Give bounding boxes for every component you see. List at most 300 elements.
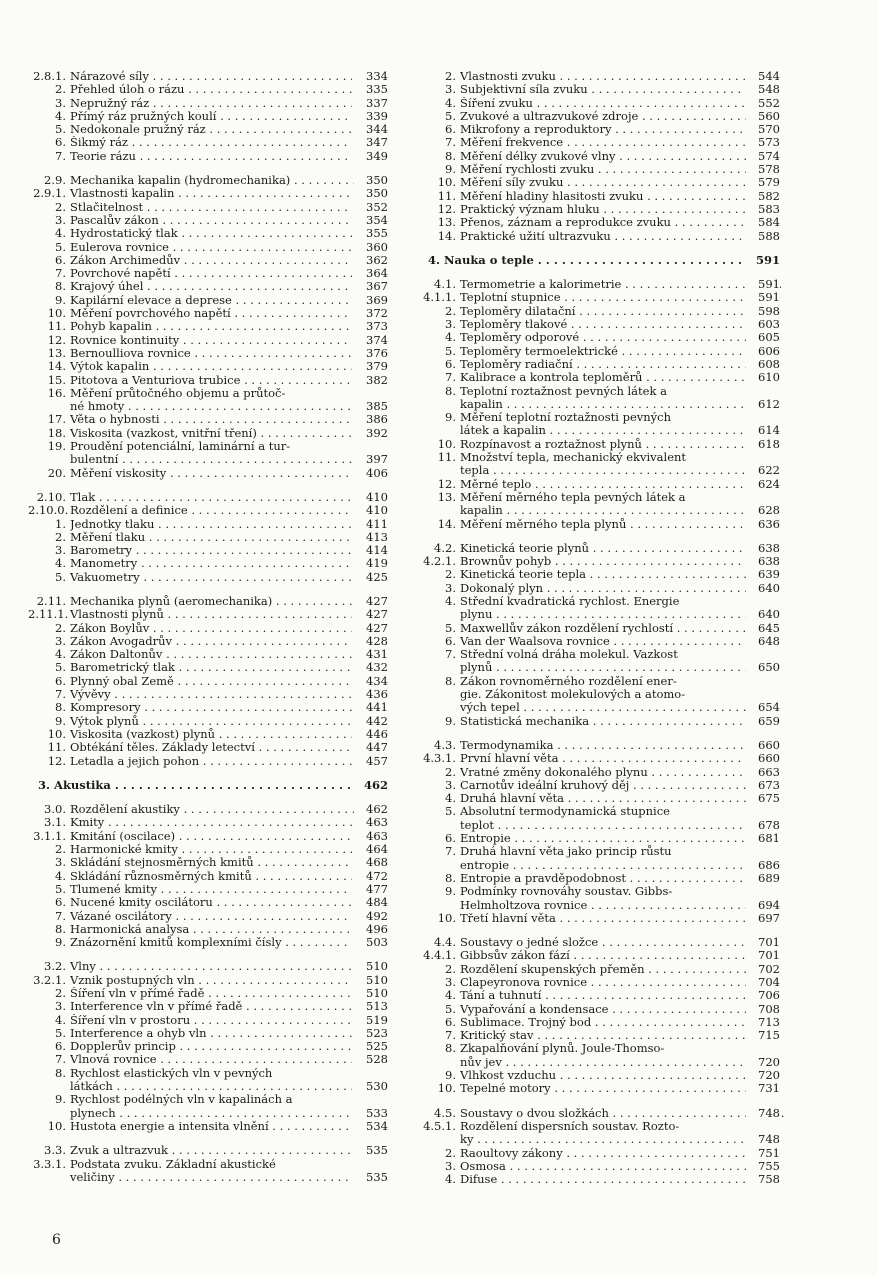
toc-entry-number: 6. <box>55 1039 66 1054</box>
toc-entry <box>418 318 780 331</box>
toc-entry-number: 14. <box>47 359 66 374</box>
toc-entry-number: 3. <box>445 82 456 97</box>
toc-entry-title: Teploměry dilatační . . . <box>460 305 748 318</box>
toc-entry-number: 4.1.1. <box>423 290 456 305</box>
toc-entry-title: Měření měrného tepla plynů . . . <box>460 518 748 531</box>
toc-entry-page: 573 <box>746 136 780 149</box>
toc-entry <box>418 872 780 885</box>
toc-entry <box>28 531 388 544</box>
toc-entry-page: 560 <box>746 110 780 123</box>
toc-entry-page: 431 <box>354 648 388 661</box>
toc-entry-title: Obtékání těles. Základy letectví . . . <box>70 741 352 754</box>
toc-entry-page: 758 <box>746 1173 780 1186</box>
toc-entry <box>418 568 780 581</box>
toc-entry-title: Termometrie a kalorimetrie . . . <box>460 278 784 291</box>
toc-entry-number: 8. <box>55 921 66 936</box>
toc-entry-page: 681 <box>746 832 780 845</box>
toc-entry-number: 2. <box>445 303 456 318</box>
toc-entry <box>28 608 388 621</box>
toc-entry <box>418 305 780 318</box>
toc-entry-number: 4. <box>55 226 66 241</box>
toc-entry-title: Kalibrace a kontrola teploměrů . . . <box>460 371 748 384</box>
toc-entry-title: ky . . . <box>460 1133 748 1146</box>
toc-entry-title: Kinetická teorie tepla . . . <box>460 568 748 581</box>
toc-entry-page: 382 <box>354 374 388 387</box>
toc-entry-title: Rychlost podélných vln v kapalinách a <box>70 1093 293 1107</box>
toc-entry-number: 7. <box>55 908 66 923</box>
toc-entry-number: 3. <box>55 999 66 1014</box>
toc-entry-number: 7. <box>445 370 456 385</box>
toc-entry-page: 434 <box>354 675 388 688</box>
toc-entry <box>418 203 780 216</box>
toc-entry-title: Clapeyronova rovnice . . . <box>460 976 748 989</box>
toc-entry-page: 472 <box>354 870 388 883</box>
toc-entry <box>28 491 388 504</box>
toc-entry-number: 4. <box>55 647 66 662</box>
toc-entry-number: 3. <box>445 580 456 595</box>
toc-entry-page: 694 <box>746 899 780 912</box>
toc-entry-title: Rozdělení a definice . . . <box>70 504 352 517</box>
toc-entry <box>418 635 780 648</box>
toc-entry-title: Zákon Archimedův . . . <box>70 254 352 267</box>
toc-entry-page: 339 <box>354 110 388 123</box>
toc-entry-page: 650 <box>746 661 780 674</box>
toc-entry-page: 442 <box>354 715 388 728</box>
toc-entry <box>28 883 388 896</box>
toc-entry <box>28 688 388 701</box>
toc-entry-number: 11. <box>47 319 66 334</box>
toc-entry-number: 5. <box>445 108 456 123</box>
toc-entry-title: Carnotův ideální kruhový děj . . . <box>460 779 748 792</box>
toc-entry <box>418 1173 780 1186</box>
toc-entry-number: 9. <box>445 713 456 728</box>
toc-entry <box>28 136 388 149</box>
toc-entry-number: 8. <box>445 383 456 398</box>
toc-entry-number: 3.0. <box>44 802 66 817</box>
toc-entry <box>418 478 780 491</box>
toc-entry-title: Vlnová rovnice . . . <box>70 1053 352 1066</box>
toc-entry-number: 6. <box>445 633 456 648</box>
toc-entry-title: gie. Zákonitost molekulových a atomo- <box>460 688 686 702</box>
toc-entry-title: Termodynamika . . . <box>460 739 784 752</box>
toc-entry-title: entropie . . . <box>460 859 748 872</box>
toc-entry-page: 510 <box>354 987 388 1000</box>
toc-entry <box>418 176 780 189</box>
toc-entry <box>418 936 780 949</box>
toc-entry-title: Zvuk a ultrazvuk . . . <box>70 1144 388 1157</box>
toc-entry <box>28 816 388 829</box>
toc-entry <box>418 1029 780 1042</box>
toc-entry-title: Vakuometry . . . <box>70 571 352 584</box>
toc-entry-title: Tlumené kmity . . . <box>70 883 352 896</box>
toc-entry-title: Měření frekvence . . . <box>460 136 748 149</box>
toc-entry-number: 9. <box>445 162 456 177</box>
toc-entry-page: 427 <box>354 622 388 635</box>
page-number: 6 <box>52 1232 61 1248</box>
toc-entry-page: 660 <box>746 739 780 752</box>
toc-entry-page: 574 <box>746 150 780 163</box>
toc-entry-number: 16. <box>47 385 66 400</box>
toc-entry-title: Subjektivní síla zvuku . . . <box>460 83 748 96</box>
toc-entry-title: Teploměry radiační . . . <box>460 358 748 371</box>
toc-entry-title: Teploměry termoelektrické . . . <box>460 345 748 358</box>
toc-entry <box>28 1120 388 1133</box>
toc-entry <box>418 542 780 555</box>
toc-entry-page: 414 <box>354 544 388 557</box>
toc-entry-number: 5. <box>445 620 456 635</box>
toc-entry-page: 639 <box>746 568 780 581</box>
toc-entry-title: Osmosa . . . <box>460 1160 748 1173</box>
toc-entry <box>418 190 780 203</box>
toc-entry-page: 638 <box>746 555 780 568</box>
toc-entry-number: 6. <box>445 122 456 137</box>
toc-entry-title: Interference vln v přímé řadě . . . <box>70 1000 352 1013</box>
toc-entry-title: Kmitání (oscilace) . . . <box>70 830 352 843</box>
toc-entry-title: Harmonické kmity . . . <box>70 843 352 856</box>
toc-entry-title: Druhá hlavní věta jako princip růstu <box>460 845 672 859</box>
toc-entry <box>418 1082 780 1095</box>
toc-entry-title: Harmonická analysa . . . <box>70 923 352 936</box>
toc-entry-number: 3. <box>445 777 456 792</box>
toc-entry-title: Zvukové a ultrazvukové zdroje . . . <box>460 110 748 123</box>
toc-entry <box>28 97 388 110</box>
toc-entry-number: 10. <box>47 1118 66 1133</box>
toc-entry <box>28 334 388 347</box>
toc-entry-number: 2.11. <box>36 593 66 608</box>
toc-entry-title: Měření povrchového napětí . . . <box>70 307 352 320</box>
toc-entry-number: 4. <box>445 988 456 1003</box>
toc-entry-number: 8. <box>445 673 456 688</box>
toc-entry-page: 748 <box>746 1107 780 1120</box>
toc-entry-title: Rozdělení skupenských přeměn . . . <box>460 963 748 976</box>
toc-entry-title: Entropie . . . <box>460 832 748 845</box>
toc-entry-title: Rychlost elastických vln v pevných <box>70 1066 273 1080</box>
toc-entry-number: 6. <box>445 356 456 371</box>
toc-entry-title: Plynný obal Země . . . <box>70 675 352 688</box>
toc-entry <box>418 989 780 1002</box>
toc-entry-title: Mechanika kapalin (hydromechanika) . . . <box>70 174 388 187</box>
toc-entry-number: 6. <box>445 831 456 846</box>
toc-entry-title: Třetí hlavní věta . . . <box>460 912 748 925</box>
toc-entry <box>418 675 780 715</box>
toc-entry <box>28 557 388 570</box>
toc-entry-page: 477 <box>354 883 388 896</box>
toc-entry <box>28 280 388 293</box>
toc-entry-title: Vlastnosti kapalin . . . <box>70 187 352 200</box>
toc-entry-title: Teorie rázu . . . <box>70 150 352 163</box>
toc-entry-number: 10. <box>437 910 456 925</box>
toc-entry <box>28 960 388 973</box>
toc-entry-page: 337 <box>354 97 388 110</box>
toc-entry <box>28 987 388 1000</box>
toc-entry-number: 13. <box>47 345 66 360</box>
toc-entry-page: 713 <box>746 1016 780 1029</box>
toc-entry <box>28 110 388 123</box>
toc-entry <box>418 518 780 531</box>
toc-entry-number: 5. <box>445 343 456 358</box>
toc-entry <box>418 595 780 622</box>
toc-entry-page: 344 <box>354 123 388 136</box>
toc-entry-title: Helmholtzova rovnice . . . <box>460 899 748 912</box>
toc-entry-title: Vlny . . . <box>70 960 388 973</box>
toc-entry-number: 11. <box>437 188 456 203</box>
toc-entry <box>28 1144 388 1157</box>
toc-entry <box>28 870 388 883</box>
toc-entry-number: 4. <box>55 868 66 883</box>
toc-entry-page: 385 <box>354 400 388 413</box>
toc-entry-number: 10. <box>437 1081 456 1096</box>
toc-entry <box>28 755 388 768</box>
toc-entry-title: Akustika . . . <box>54 779 372 792</box>
toc-entry <box>418 963 780 976</box>
toc-entry-number: 4. <box>55 556 66 571</box>
toc-entry-page: 510 <box>354 960 388 973</box>
toc-entry-page: 367 <box>354 280 388 293</box>
toc-entry-page: 425 <box>354 571 388 584</box>
toc-entry-title: Mikrofony a reproduktory . . . <box>460 123 748 136</box>
toc-entry <box>418 1042 780 1069</box>
toc-entry-title: Soustavy o dvou složkách . . . <box>460 1107 784 1120</box>
toc-entry <box>28 675 388 688</box>
toc-entry <box>28 595 388 608</box>
toc-entry <box>418 1160 780 1173</box>
toc-entry-number: 3. <box>55 95 66 110</box>
toc-entry-number: 12. <box>47 753 66 768</box>
toc-entry <box>418 411 780 438</box>
toc-entry-page: 468 <box>354 856 388 869</box>
toc-entry-title: Zákon Avogadrův . . . <box>70 635 352 648</box>
toc-entry <box>28 936 388 949</box>
toc-entry-page: 349 <box>354 150 388 163</box>
toc-entry-title: Měření měrného tepla pevných látek a <box>460 490 686 504</box>
toc-entry-number: 2. <box>55 986 66 1000</box>
toc-entry-title: Vlastnosti plynů . . . <box>70 608 352 621</box>
toc-entry-page: 528 <box>354 1053 388 1066</box>
toc-entry-title: Vratné změny dokonalého plynu . . . <box>460 766 748 779</box>
toc-entry-page: 715 <box>746 1029 780 1042</box>
toc-entry-page: 660 <box>746 752 780 765</box>
toc-entry-title: Rozpínavost a roztažnost plynů . . . <box>460 438 748 451</box>
toc-entry-title: Teploměry tlakové . . . <box>460 318 748 331</box>
toc-entry <box>28 187 388 200</box>
toc-entry-title: Povrchové napětí . . . <box>70 267 352 280</box>
toc-entry-number: 14. <box>437 228 456 243</box>
toc-entry-page: 751 <box>746 1147 780 1160</box>
toc-entry <box>28 347 388 360</box>
toc-entry-number: 9. <box>55 1092 66 1107</box>
toc-entry <box>28 803 388 816</box>
toc-entry-title: Van der Waalsova rovnice . . . <box>460 635 748 648</box>
toc-entry <box>28 741 388 754</box>
toc-entry-title: Raoultovy zákony . . . <box>460 1147 748 1160</box>
toc-entry <box>28 227 388 240</box>
toc-entry-number: 4.2. <box>434 540 456 555</box>
toc-entry <box>418 792 780 805</box>
toc-entry-title: Krajový úhel . . . <box>70 280 352 293</box>
toc-entry-page: 578 <box>746 163 780 176</box>
toc-entry-page: 689 <box>746 872 780 885</box>
toc-entry-page: 503 <box>354 936 388 949</box>
toc-entry-number: 4. <box>445 791 456 806</box>
toc-entry-title: Rozdělení dispersních soustav. Rozto- <box>460 1119 680 1133</box>
toc-entry-page: 513 <box>354 1000 388 1013</box>
toc-entry-number: 3.1.1. <box>33 828 66 843</box>
toc-entry <box>418 451 780 478</box>
toc-entry-title: Nucené kmity oscilátoru . . . <box>70 896 352 909</box>
toc-entry-number: 7. <box>55 266 66 281</box>
toc-entry-number: 5. <box>55 660 66 675</box>
toc-entry-number: 4.5.1. <box>423 1118 456 1133</box>
toc-entry-number: 5. <box>445 1001 456 1016</box>
toc-entry <box>28 1067 388 1094</box>
toc-entry <box>28 214 388 227</box>
toc-entry-page: 706 <box>746 989 780 1002</box>
toc-entry-title: Vlhkost vzduchu . . . <box>460 1069 748 1082</box>
toc-entry-number: 5. <box>55 1025 66 1040</box>
toc-entry-number: 4.3.1. <box>423 751 456 766</box>
toc-entry-title: Vývěvy . . . <box>70 688 352 701</box>
toc-entry <box>418 254 780 267</box>
toc-entry <box>28 150 388 163</box>
toc-entry-page: 535 <box>354 1171 388 1184</box>
toc-entry-number: 6. <box>445 1014 456 1029</box>
toc-entry <box>28 779 388 792</box>
toc-entry-title: Měření teplotní roztažnosti pevných <box>460 411 671 425</box>
toc-entry-title: Měření hladiny hlasitosti zvuku . . . <box>460 190 748 203</box>
toc-entry-page: 584 <box>746 216 780 229</box>
toc-entry-number: 2.10. <box>36 489 66 504</box>
toc-entry-number: 6. <box>55 673 66 688</box>
toc-entry-number: 2. <box>445 567 456 582</box>
toc-entry-number: 11. <box>437 450 456 465</box>
toc-entry <box>418 216 780 229</box>
toc-entry-page: 362 <box>354 254 388 267</box>
toc-entry-page: 598 <box>746 305 780 318</box>
toc-entry-title: kapalin . . . <box>460 504 748 517</box>
toc-entry-page: 720 <box>746 1069 780 1082</box>
toc-entry-page: 427 <box>354 595 388 608</box>
toc-entry-number: 9. <box>55 935 66 950</box>
toc-entry-number: 7. <box>55 1052 66 1067</box>
toc-entry-page: 372 <box>354 307 388 320</box>
toc-entry-number: 5. <box>445 804 456 819</box>
toc-entry-page: 413 <box>354 531 388 544</box>
toc-entry <box>418 885 780 912</box>
toc-entry-number: 10. <box>437 175 456 190</box>
toc-entry-page: 441 <box>354 701 388 714</box>
toc-entry-title: látkách . . . <box>70 1080 352 1093</box>
toc-entry <box>418 648 780 675</box>
toc-entry <box>418 438 780 451</box>
toc-entry-number: 8. <box>55 700 66 715</box>
toc-entry-number: 3. <box>55 633 66 648</box>
toc-entry-title: Soustavy o jedné složce . . . <box>460 936 784 949</box>
toc-entry-number: 13. <box>437 489 456 504</box>
toc-entry-page: 582 <box>746 190 780 203</box>
toc-entry-title: Výtok kapalin . . . <box>70 360 352 373</box>
toc-entry-page: 673 <box>746 779 780 792</box>
toc-entry-page: 462 <box>354 803 388 816</box>
toc-entry-title: Pitotova a Venturiova trubice . . . <box>70 374 352 387</box>
toc-entry-number: 4.4.1. <box>423 948 456 963</box>
toc-entry <box>418 345 780 358</box>
toc-entry-title: Kinetická teorie plynů . . . <box>460 542 784 555</box>
toc-entry-title: né hmoty . . . <box>70 400 352 413</box>
toc-entry-page: 432 <box>354 661 388 674</box>
toc-entry-title: bulentní . . . <box>70 453 352 466</box>
toc-entry-number: 10. <box>47 306 66 321</box>
toc-entry <box>28 544 388 557</box>
toc-entry <box>28 715 388 728</box>
toc-entry-page: 379 <box>354 360 388 373</box>
toc-entry <box>418 291 780 304</box>
toc-entry-title: Manometry . . . <box>70 557 352 570</box>
toc-entry-title: Vznik postupných vln . . . <box>70 974 352 987</box>
toc-entry-page: 335 <box>354 83 388 96</box>
toc-entry-title: Vypařování a kondensace . . . <box>460 1003 748 1016</box>
toc-entry-page: 697 <box>746 912 780 925</box>
toc-entry-title: Praktické užití ultrazvuku . . . <box>460 230 748 243</box>
toc-entry <box>418 805 780 832</box>
toc-entry-title: Entropie a pravděpodobnost . . . <box>460 872 748 885</box>
toc-entry <box>418 845 780 872</box>
toc-entry-page: 640 <box>746 582 780 595</box>
toc-entry-page: 523 <box>354 1027 388 1040</box>
toc-entry-page: 686 <box>746 859 780 872</box>
toc-entry-title: Interference a ohyb vln . . . <box>70 1027 352 1040</box>
toc-entry-title: Nedokonale pružný ráz . . . <box>70 123 352 136</box>
toc-entry-title: Tepelné motory . . . <box>460 1082 748 1095</box>
toc-entry-number: 2. <box>445 69 456 83</box>
toc-entry <box>28 467 388 480</box>
toc-entry-title: Stlačitelnost . . . <box>70 201 352 214</box>
toc-entry-number: 4. <box>445 95 456 110</box>
toc-entry-number: 3. <box>55 855 66 870</box>
toc-entry-number: 4. <box>428 252 441 267</box>
toc-entry-number: 2. <box>55 529 66 544</box>
toc-entry-page: 446 <box>354 728 388 741</box>
toc-entry-number: 3. <box>445 1158 456 1173</box>
toc-entry-number: 13. <box>437 215 456 230</box>
toc-entry-title: Barometry . . . <box>70 544 352 557</box>
toc-entry <box>28 701 388 714</box>
toc-entry <box>418 832 780 845</box>
toc-entry-number: 3. <box>55 212 66 227</box>
toc-entry-title: Viskosita (vazkost) plynů . . . <box>70 728 352 741</box>
toc-entry-number: 7. <box>55 687 66 702</box>
toc-entry <box>418 163 780 176</box>
toc-entry-page: 492 <box>354 910 388 923</box>
toc-entry <box>28 1040 388 1053</box>
toc-entry-title: První hlavní věta . . . <box>460 752 748 765</box>
toc-entry-title: Šíření vln v prostoru . . . <box>70 1014 352 1027</box>
toc-entry <box>28 1053 388 1066</box>
toc-entry <box>418 70 780 83</box>
toc-entry-page: 622 <box>746 464 780 477</box>
toc-entry-title: Podmínky rovnováhy soustav. Gibbs- <box>460 885 673 899</box>
toc-entry-page: 347 <box>354 136 388 149</box>
toc-entry-title: Měření viskosity . . . <box>70 467 352 480</box>
toc-entry-page: 755 <box>746 1160 780 1173</box>
toc-entry-page: 525 <box>354 1040 388 1053</box>
toc-entry-page: 484 <box>354 896 388 909</box>
toc-entry-number: 4. <box>55 1012 66 1027</box>
toc-entry <box>28 83 388 96</box>
toc-entry <box>28 1158 388 1185</box>
toc-entry-title: kapalin . . . <box>460 398 748 411</box>
toc-entry-page: 663 <box>746 766 780 779</box>
toc-entry-number: 2.9. <box>44 173 66 188</box>
